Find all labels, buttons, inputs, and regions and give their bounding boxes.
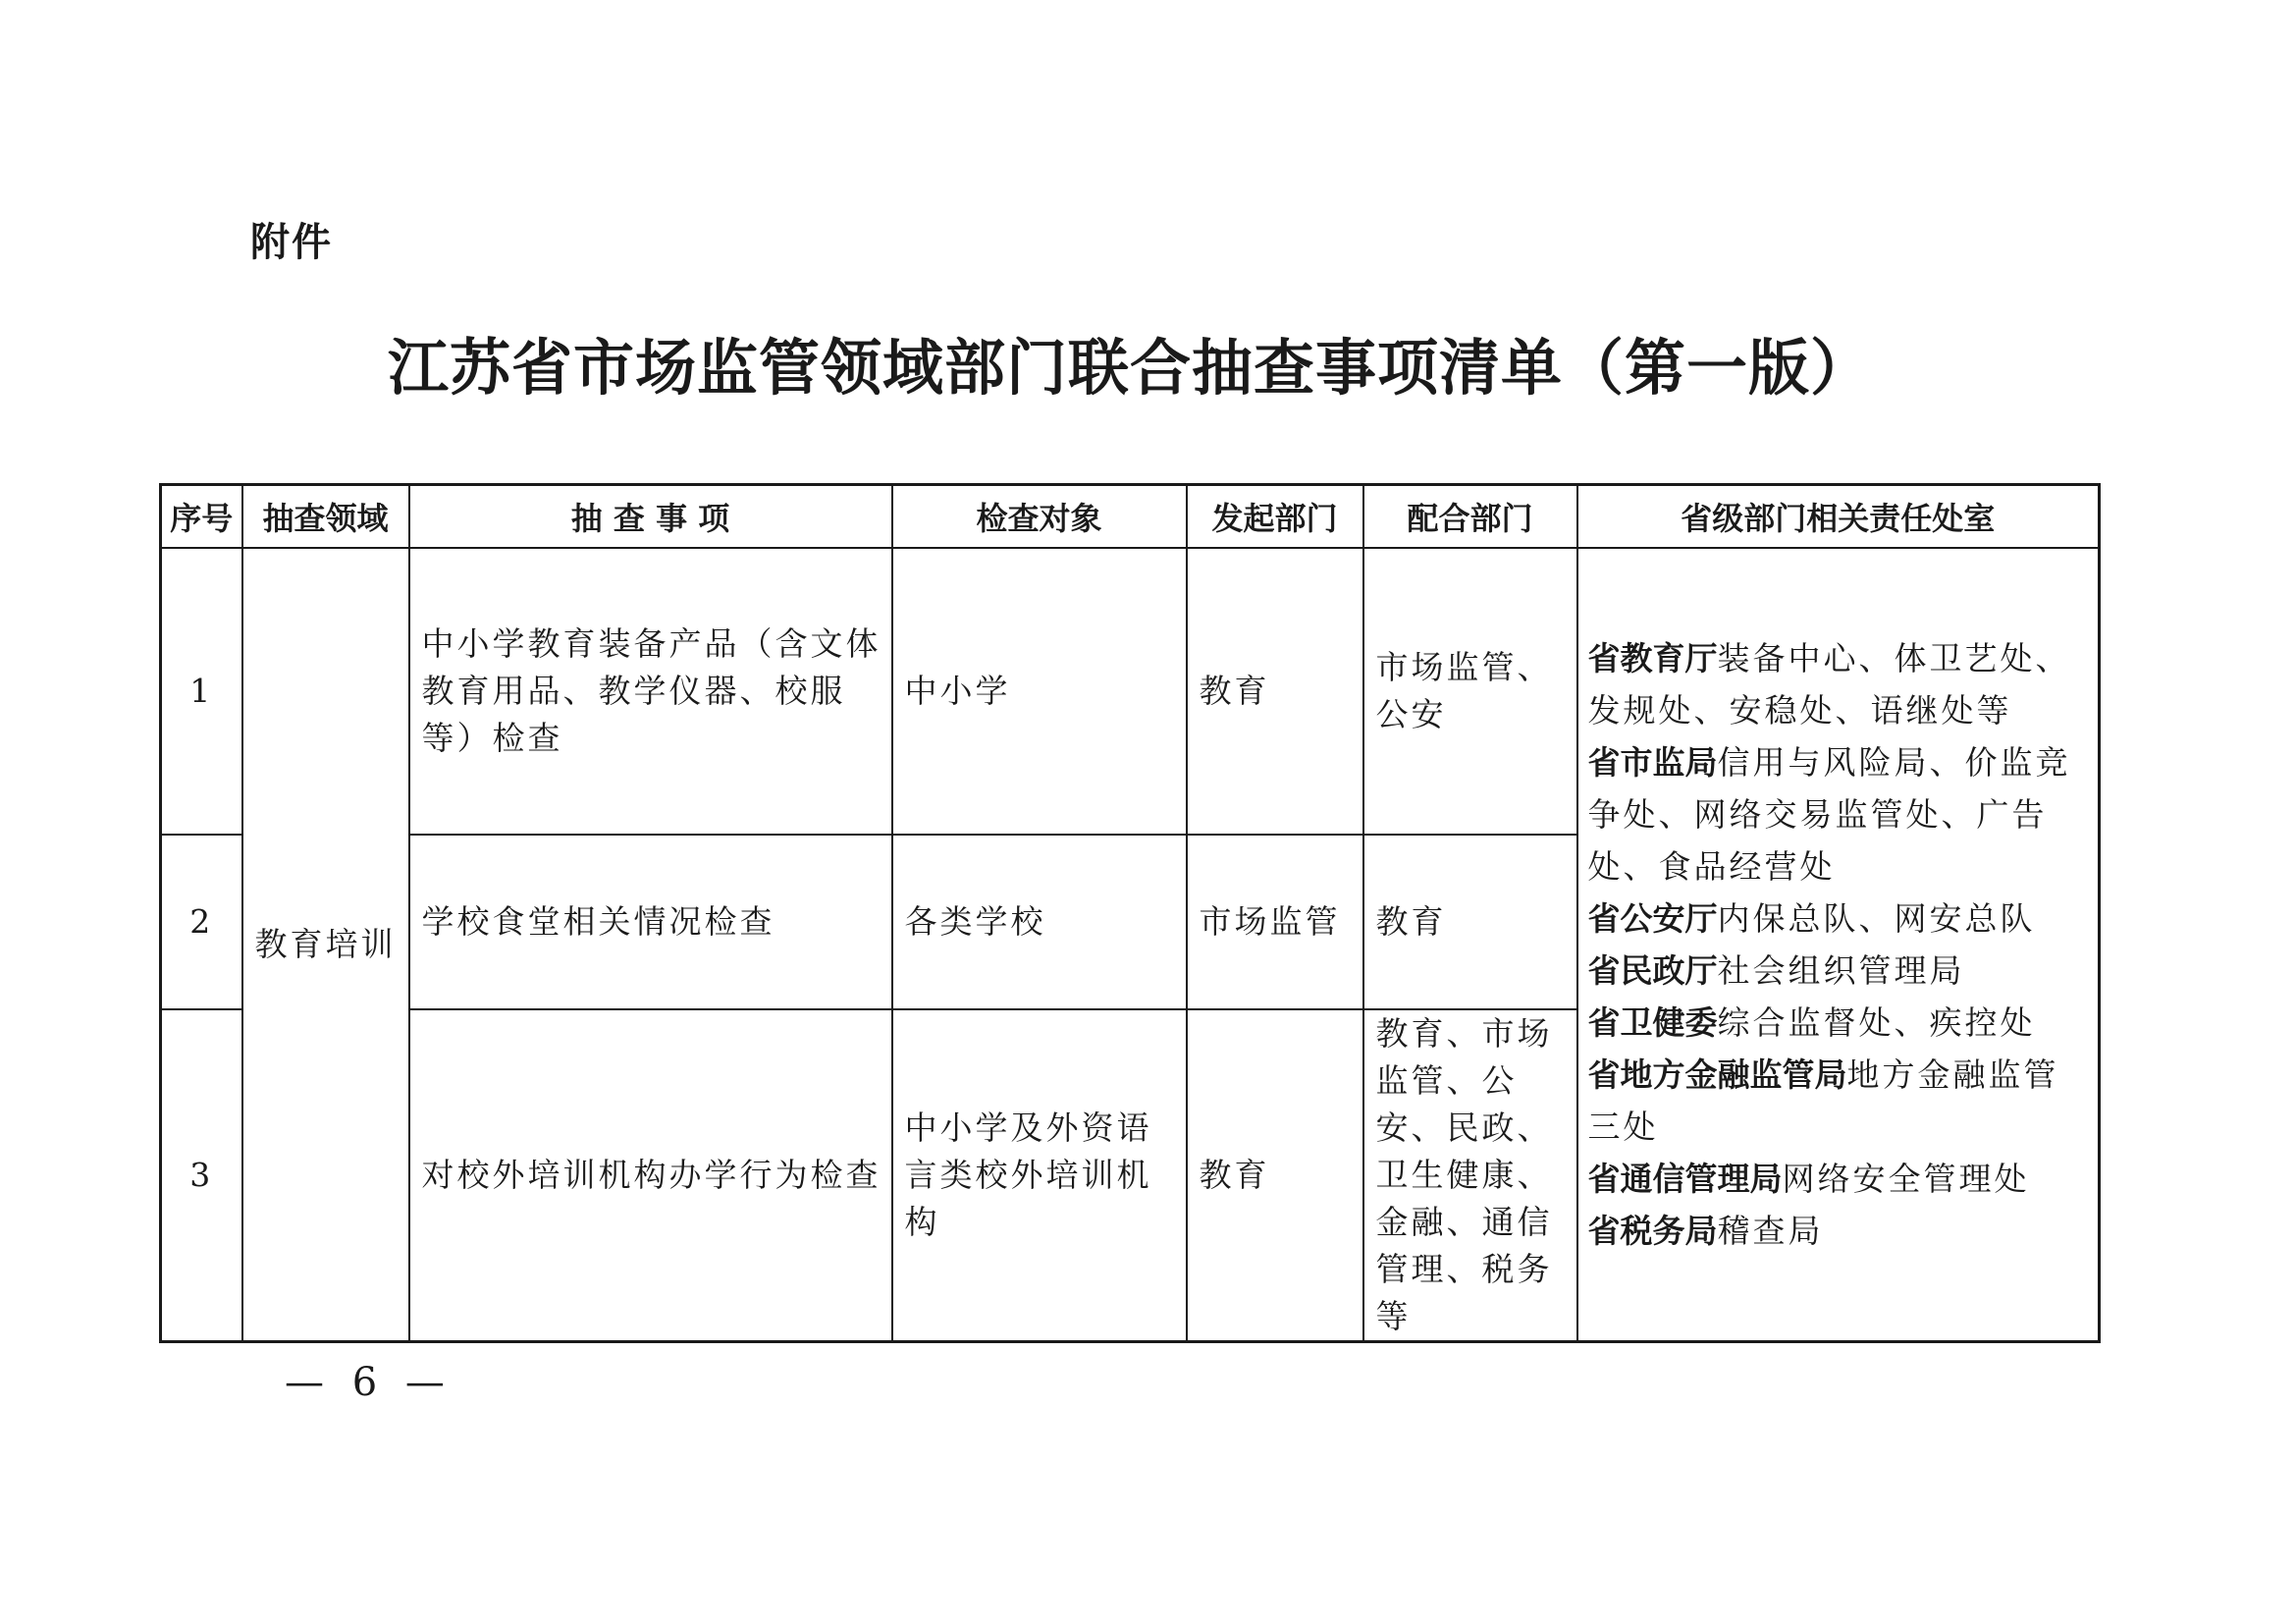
org-name: 省公安厅 [1587, 899, 1718, 938]
org-name: 省民政厅 [1587, 951, 1718, 990]
header-initiator: 发起部门 [1187, 485, 1363, 549]
office-names: 信用与风险局、价监竞争处、网络交易监管处、广告处、食品经营处 [1587, 743, 2071, 886]
inspection-items-table [159, 483, 2101, 1343]
office-names: 综合监督处、疾控处 [1717, 1003, 2036, 1042]
row-seq: 1 [161, 548, 242, 835]
office-names: 网络安全管理处 [1782, 1160, 2030, 1198]
row-cooperators: 教育 [1363, 835, 1577, 1009]
responsible-office-entry [1588, 1153, 2093, 1205]
org-name: 省通信管理局 [1587, 1160, 1783, 1198]
header-domain: 抽查领域 [242, 485, 409, 549]
responsible-office-entry [1588, 632, 2093, 736]
table-row [161, 548, 2100, 835]
office-names: 稽查局 [1717, 1212, 1824, 1250]
document-title: 江苏省市场监管领域部门联合抽查事项清单（第一版） [388, 332, 1873, 404]
domain-cell: 教育培训 [242, 548, 409, 1342]
office-names: 社会组织管理局 [1717, 951, 1965, 990]
row-initiator: 市场监管 [1187, 835, 1363, 1009]
row-item: 对校外培训机构办学行为检查 [409, 1009, 892, 1342]
row-seq: 3 [161, 1009, 242, 1342]
responsible-office-entry [1588, 736, 2093, 893]
responsible-office-entry [1588, 945, 2093, 997]
attachment-label: 附件 [250, 220, 333, 265]
page-number: — 6 — [285, 1360, 453, 1405]
responsible-office-entry [1588, 997, 2093, 1049]
table-header-row [161, 485, 2100, 549]
org-name: 省税务局 [1587, 1212, 1718, 1250]
row-item: 学校食堂相关情况检查 [409, 835, 892, 1009]
row-cooperators: 市场监管、公安 [1363, 548, 1577, 835]
row-seq: 2 [161, 835, 242, 1009]
org-name: 省地方金融监管局 [1587, 1055, 1847, 1094]
org-name: 省市监局 [1587, 743, 1718, 782]
responsible-office-entry [1588, 1049, 2093, 1153]
office-names: 装备中心、体卫艺处、发规处、安稳处、语继处等 [1587, 639, 2071, 730]
row-initiator: 教育 [1187, 1009, 1363, 1342]
org-name: 省卫健委 [1587, 1003, 1718, 1042]
office-names: 内保总队、网安总队 [1717, 899, 2036, 938]
office-names: 地方金融监管三处 [1587, 1055, 2059, 1146]
row-target: 中小学 [892, 548, 1187, 835]
header-cooperators: 配合部门 [1363, 485, 1577, 549]
row-item: 中小学教育装备产品（含文体教育用品、教学仪器、校服等）检查 [409, 548, 892, 835]
header-seq: 序号 [161, 485, 242, 549]
row-initiator: 教育 [1187, 548, 1363, 835]
header-item: 抽 查 事 项 [409, 485, 892, 549]
responsible-office-entry [1588, 893, 2093, 945]
row-target: 各类学校 [892, 835, 1187, 1009]
header-target: 检查对象 [892, 485, 1187, 549]
responsible-office-entry [1588, 1205, 2093, 1257]
header-responsible-offices: 省级部门相关责任处室 [1577, 485, 2100, 549]
org-name: 省教育厅 [1587, 639, 1718, 677]
row-cooperators: 教育、市场监管、公安、民政、卫生健康、金融、通信管理、税务等 [1363, 1009, 1577, 1342]
responsible-offices-cell [1577, 548, 2100, 1342]
row-target: 中小学及外资语言类校外培训机构 [892, 1009, 1187, 1342]
